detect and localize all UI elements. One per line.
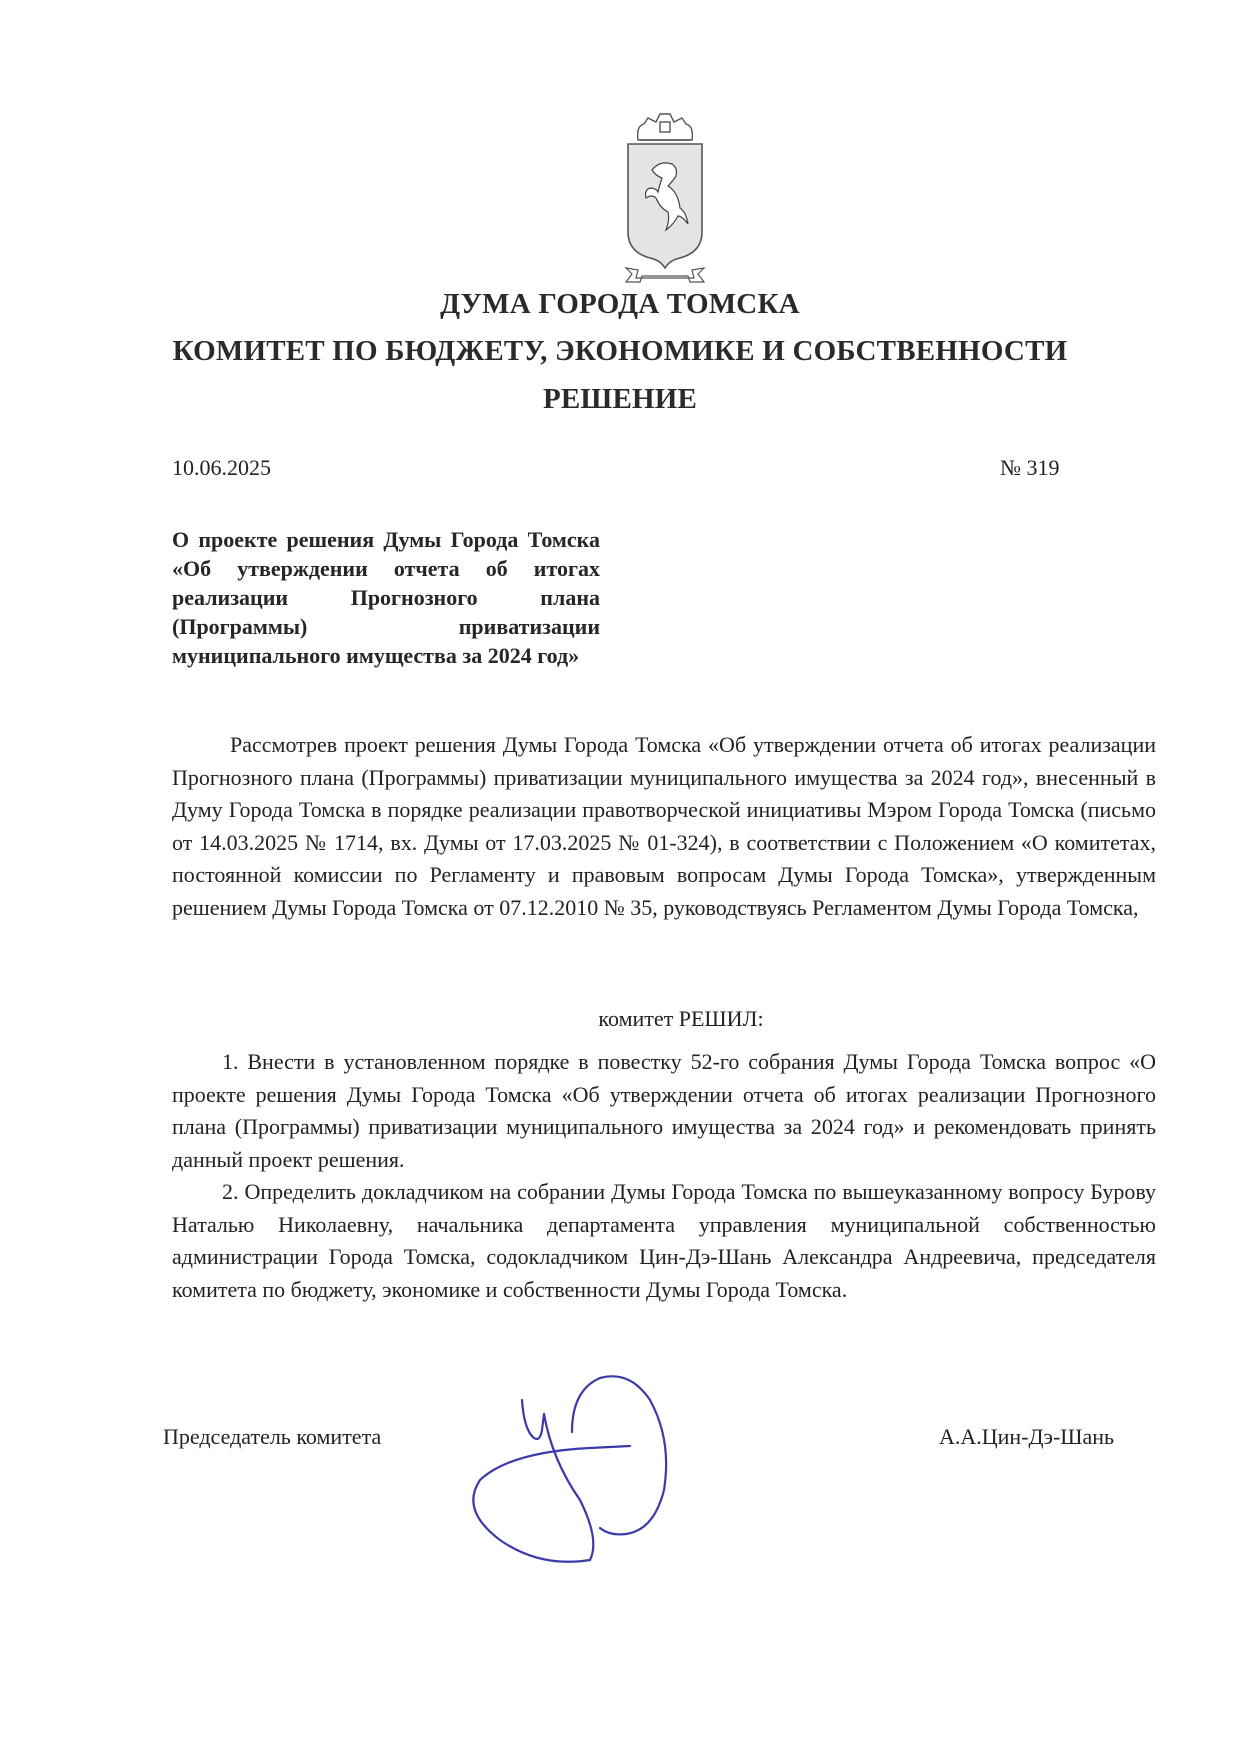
handwritten-signature-icon	[440, 1370, 840, 1570]
resolved-heading: комитет РЕШИЛ:	[598, 1006, 764, 1031]
preamble-paragraph: Рассмотрев проект решения Думы Города Томска «Об утверждении отчета об итогах реализации Прогнозного плана (Программы) приватизации муниципального имущества за 2024 год», внесенный в Думу Города Томска в порядке реализации правотворческой инициативы Мэром Города Томска (письмо от 14.03.2025 № 1714, вх. Думы от 17.03.2025 № 01-324), в соответствии с Положением «О комитетах, постоянной комиссии по Регламенту и правовым вопросам Думы Города Томска», утвержденным решением Думы Города Томска от 07.12.2010 № 35, руководствуясь Регламентом Думы Города Томска,	[172, 732, 1156, 920]
ribbon-icon	[626, 268, 704, 282]
resolution-item: 2. Определить докладчиком на собрании Думы Города Томска по вышеуказанному вопросу Бурову Наталью Николаевну, начальника департамента управления муниципальной собственностью администрации Города Томска, содокладчиком Цин-Дэ-Шань Александра Андреевича, председателя комитета по бюджету, экономике и собственности Думы Города Томска.	[172, 1179, 1156, 1302]
signatory-role: Председатель комитета	[163, 1424, 382, 1449]
organization-title: ДУМА ГОРОДА ТОМСКА	[440, 288, 800, 320]
coat-of-arms-icon	[622, 112, 708, 284]
document-type: РЕШЕНИЕ	[542, 383, 698, 415]
signatory-name: А.А.Цин-Дэ-Шань	[939, 1424, 1115, 1449]
document-subject: О проекте решения Думы Города Томска «Об утверждении отчета об итогах реализации Прогнозного плана (Программы) приватизации муниципального имущества за 2024 год»	[172, 527, 600, 668]
crown-icon	[638, 114, 693, 140]
document-date: 10.06.2025	[172, 455, 271, 480]
document-number: № 319	[1000, 455, 1060, 480]
resolution-item: 1. Внести в установленном порядке в повестку 52-го собрания Думы Города Томска вопрос «О проекте решения Думы Города Томска «Об утверждении отчета об итогах реализации Прогнозного плана (Программы) приватизации муниципального имущества за 2024 год» и рекомендовать принять данный проект решения.	[172, 1049, 1156, 1172]
committee-title: КОМИТЕТ ПО БЮДЖЕТУ, ЭКОНОМИКЕ И СОБСТВЕННОСТИ	[172, 335, 1068, 367]
